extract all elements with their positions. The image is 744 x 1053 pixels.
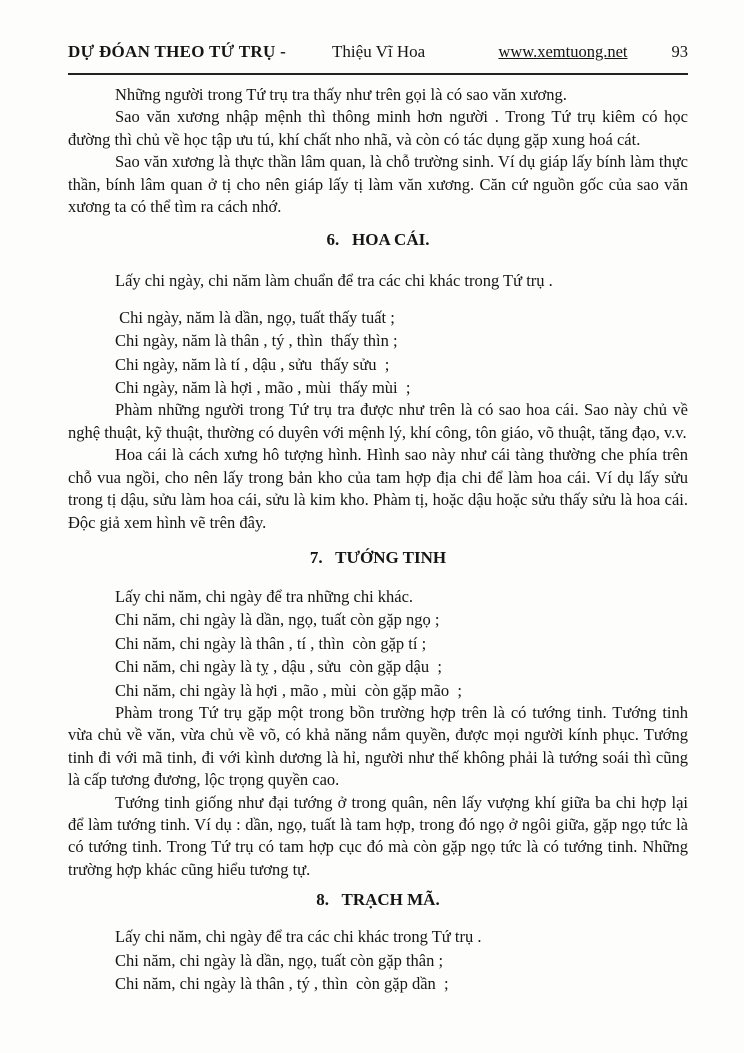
verse-line: Chi ngày, năm là thân , tý , thìn thấy thìn ; <box>115 331 398 351</box>
page-number: 93 <box>671 42 688 61</box>
section-intro-line: Lấy chi năm, chi ngày để tra những chi khác. <box>115 586 414 606</box>
page-body <box>68 75 688 995</box>
verse-line: Chi năm, chi ngày là thân , tý , thìn còn gặp dần ; <box>115 974 449 993</box>
section-paragraph: Phàm trong Tứ trụ gặp một trong bồn trường hợp trên là có tướng tinh. Tướng tinh vừa chủ về văn, vừa chủ về võ, có khả năng nắm quyền, được mọi người kính phục. Tướng tinh đi với mã tinh, đi với kình dương là hỉ, người như thế không phải là tướng soái thì cũng là cấp tương đương, lộc trọng quyền cao. <box>68 702 688 790</box>
intro-paragraph: Sao văn xương là thực thần lâm quan, là chỗ trường sinh. Ví dụ giáp lấy bính làm thực thần, bính lâm quan ở tị cho nên giáp lấy tị làm văn xương. Căn cứ nguồn gốc của sao văn xương ta có thể tìm ra cách nhớ. <box>68 152 688 217</box>
website-link[interactable]: www.xemtuong.net <box>498 42 628 61</box>
section-heading-hoa-cai: 6. HOA CÁI. <box>326 230 430 250</box>
verse-line: Chi ngày, năm là hợi , mão , mùi thấy mùi ; <box>115 378 411 398</box>
verse-line: Chi năm, chi ngày là hợi , mão , mùi còn gặp mão ; <box>115 680 462 700</box>
intro-paragraph: Sao văn xương nhập mệnh thì thông minh hơn người . Trong Tứ trụ kiêm có học đường thì chủ về học tập ưu tú, khí chất nho nhã, và còn có tác dụng gặp xung hoá cát. <box>68 107 688 149</box>
section-paragraph: Tướng tinh giống như đại tướng ở trong quân, nên lấy vượng khí giữa ba chi hợp lại để làm tướng tinh. Ví dụ : dần, ngọ, tuất là tam hợp, trong đó ngọ ở ngôi giữa, gặp ngọ tức là có tướng tinh. Trong Tứ trụ có tam hợp cục đó mà còn gặp ngọ tức là có tướng tinh. Những trường hợp khác cũng hiểu tương tự. <box>68 792 688 879</box>
page-header <box>68 42 688 75</box>
verse-line: Chi ngày, năm là tí , dậu , sửu thấy sửu ; <box>115 354 390 374</box>
spacer <box>68 293 688 306</box>
verse-line: Chi năm, chi ngày là dần, ngọ, tuất còn gặp ngọ ; <box>115 610 440 630</box>
section-intro-line: Lấy chi năm, chi ngày để tra các chi khác trong Tứ trụ . <box>115 927 482 947</box>
verse-line: Chi năm, chi ngày là tỵ , dậu , sửu còn gặp dậu ; <box>115 657 442 677</box>
verse-line: Chi năm, chi ngày là thân , tí , thìn còn gặp tí ; <box>115 633 427 653</box>
book-title: DỰ ĐÓAN THEO TỨ TRỤ - <box>68 42 287 61</box>
section-heading-trach-ma: 8. TRẠCH MÃ. <box>316 890 440 910</box>
author-name: Thiệu Vĩ Hoa <box>332 42 426 61</box>
verse-line: Chi ngày, năm là dần, ngọ, tuất thấy tuất ; <box>115 307 395 327</box>
section-intro-line: Lấy chi ngày, chi năm làm chuẩn để tra các chi khác trong Tứ trụ . <box>115 271 553 291</box>
intro-paragraph: Những người trong Tứ trụ tra thấy như trên gọi là có sao văn xương. <box>115 85 567 104</box>
section-paragraph: Phàm những người trong Tứ trụ tra được như trên là có sao hoa cái. Sao này chủ về nghệ thuật, kỹ thuật, thường có duyên với mệnh lý, khí công, tôn giáo, võ thuật, tăng đạo, v.v. <box>68 400 688 442</box>
verse-line: Chi năm, chi ngày là dần, ngọ, tuất còn gặp thân ; <box>115 950 444 970</box>
section-paragraph: Hoa cái là cách xưng hô tượng hình. Hình sao này như cái tàng thường che phía trên chỗ vua ngồi, cho nên lấy trong bản kho của tam hợp địa chi để làm hoa cái. Ví dụ lấy sửu trong tị dậu, sửu làm hoa cái, sửu là kim kho. Phàm tị, hoặc dậu hoặc sửu thấy sửu là hoa cái. Độc giả xem hình vẽ trên đây. <box>68 445 688 532</box>
section-heading-tuong-tinh: 7. TƯỚNG TINH <box>309 547 447 567</box>
